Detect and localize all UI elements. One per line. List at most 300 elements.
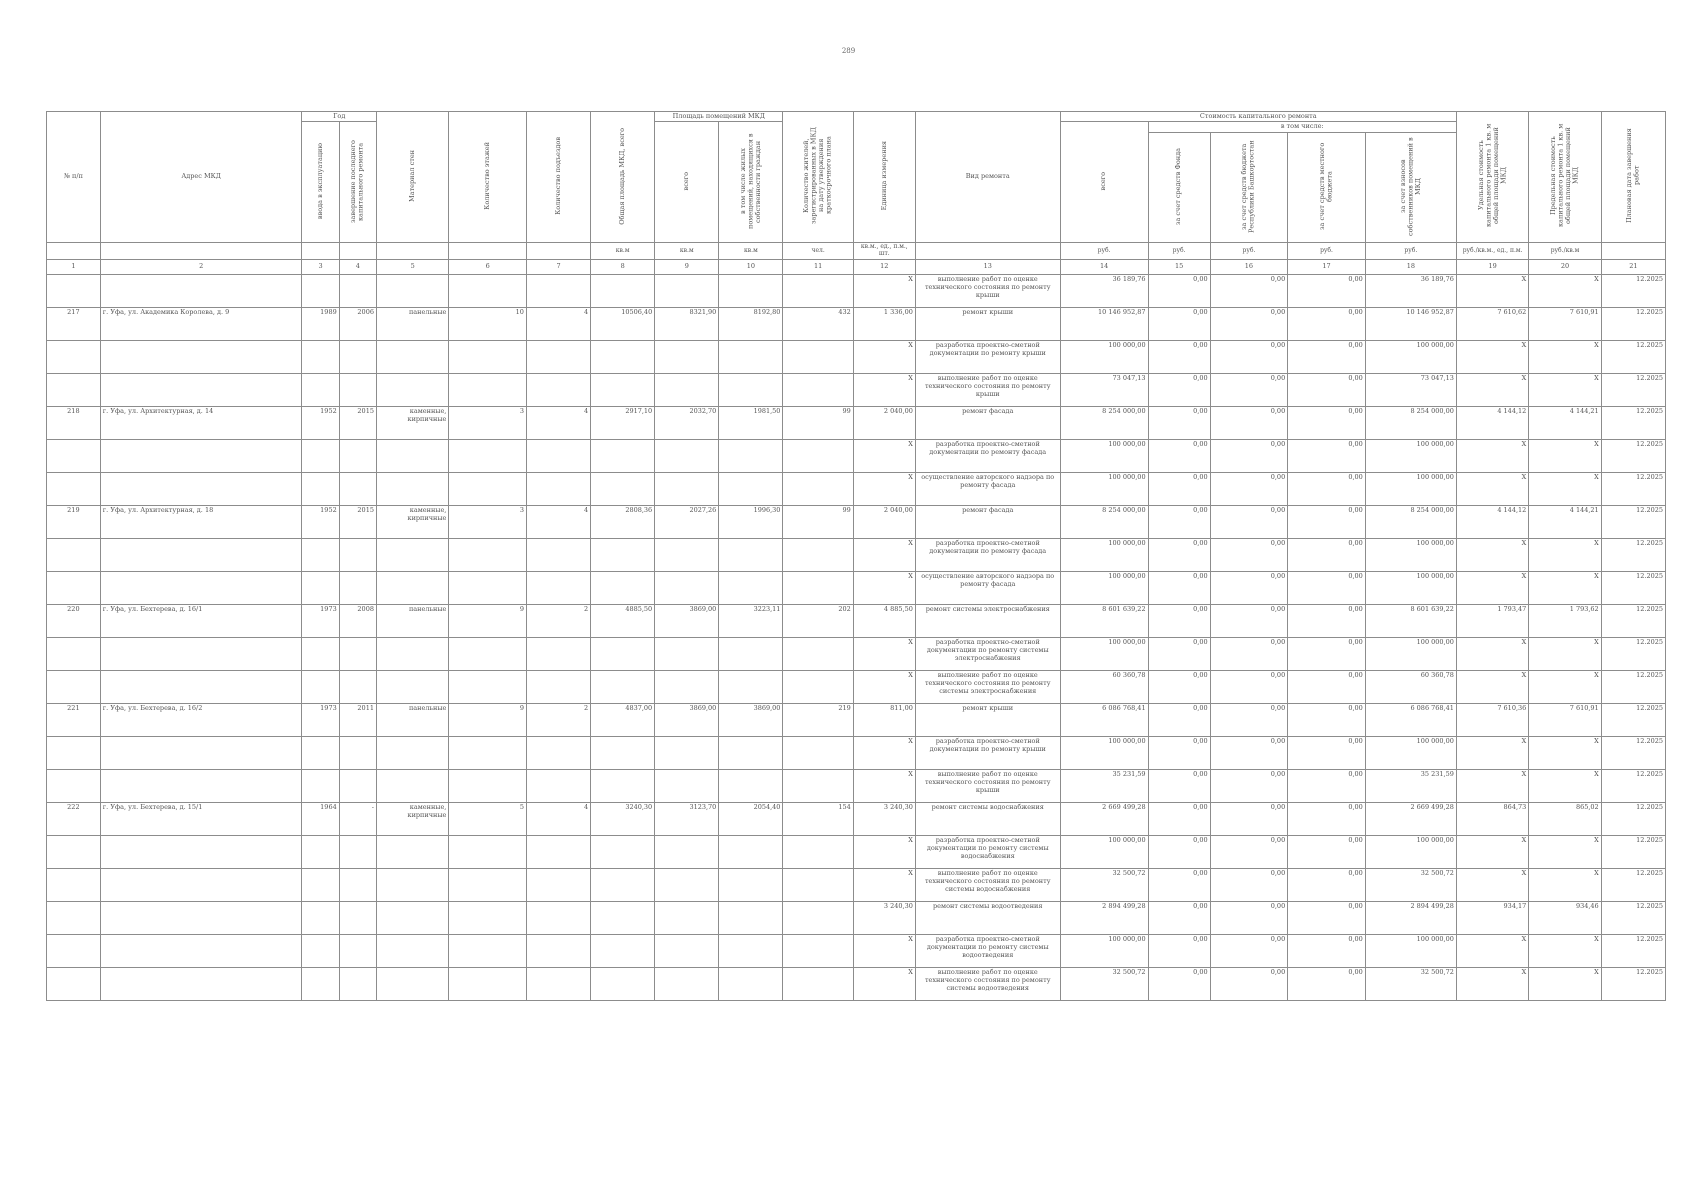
material-cell — [376, 869, 448, 902]
max-cost-cell: X — [1529, 869, 1601, 902]
column-number: 18 — [1365, 260, 1456, 275]
row-number: 221 — [47, 704, 101, 737]
table-row — [47, 902, 1666, 935]
unit-measure-cell: X — [853, 869, 915, 902]
address-cell — [100, 770, 302, 803]
column-number: 6 — [449, 260, 527, 275]
entrances-cell — [526, 770, 590, 803]
premises-total-cell: 2032,70 — [655, 407, 719, 440]
material-cell: каменные, кирпичные — [376, 407, 448, 440]
unit-measure-cell: 3 240,30 — [853, 902, 915, 935]
unit-cost-cell: X — [1456, 770, 1528, 803]
cost-owners-cell: 8 601 639,22 — [1365, 605, 1456, 638]
unit-measure-cell: X — [853, 968, 915, 1001]
unit-cost-cell: X — [1456, 935, 1528, 968]
material-cell: панельные — [376, 605, 448, 638]
premises-total-cell — [655, 374, 719, 407]
cost-republic-cell: 0,00 — [1210, 605, 1288, 638]
premises-total-cell — [655, 671, 719, 704]
premises-total-cell — [655, 341, 719, 374]
cost-total-cell: 73 047,13 — [1060, 374, 1148, 407]
column-number: 7 — [526, 260, 590, 275]
total-area-cell: 4837,00 — [591, 704, 655, 737]
cost-total-cell: 10 146 952,87 — [1060, 308, 1148, 341]
repair-type-cell: разработка проектно-сметной документации по ремонту системы водоснабжения — [915, 836, 1060, 869]
residents-cell: 219 — [783, 704, 853, 737]
row-number — [47, 539, 101, 572]
cost-owners-cell: 100 000,00 — [1365, 572, 1456, 605]
row-number — [47, 671, 101, 704]
unit-measure-cell: X — [853, 539, 915, 572]
repair-type-cell: разработка проектно-сметной документации по ремонту фасада — [915, 440, 1060, 473]
header-premises-group: Площадь помещений МКД — [655, 112, 783, 122]
cost-fund-cell: 0,00 — [1148, 704, 1210, 737]
year-repair-cell — [339, 770, 376, 803]
column-number: 12 — [853, 260, 915, 275]
material-cell — [376, 737, 448, 770]
units-row — [47, 243, 1666, 260]
material-cell — [376, 671, 448, 704]
repair-type-cell: разработка проектно-сметной документации по ремонту системы водоотведения — [915, 935, 1060, 968]
premises-residential-cell: 2054,40 — [719, 803, 783, 836]
header-year-commission: ввода в эксплуатацию — [302, 122, 339, 243]
material-cell — [376, 539, 448, 572]
column-number: 17 — [1288, 260, 1366, 275]
total-area-cell — [591, 440, 655, 473]
entrances-cell — [526, 440, 590, 473]
unit-cost-cell: 934,17 — [1456, 902, 1528, 935]
entrances-cell — [526, 836, 590, 869]
year-repair-cell — [339, 572, 376, 605]
cost-local-cell: 0,00 — [1288, 473, 1366, 506]
year-commission-cell — [302, 440, 339, 473]
unit-cost-cell: X — [1456, 968, 1528, 1001]
table-row — [47, 539, 1666, 572]
row-number: 220 — [47, 605, 101, 638]
year-commission-cell — [302, 275, 339, 308]
cost-total-cell: 35 231,59 — [1060, 770, 1148, 803]
year-commission-cell — [302, 374, 339, 407]
cost-republic-cell: 0,00 — [1210, 770, 1288, 803]
residents-cell — [783, 836, 853, 869]
cost-republic-cell: 0,00 — [1210, 374, 1288, 407]
premises-total-cell — [655, 770, 719, 803]
total-area-cell: 2808,36 — [591, 506, 655, 539]
residents-cell — [783, 968, 853, 1001]
cost-fund-cell: 0,00 — [1148, 836, 1210, 869]
premises-residential-cell — [719, 440, 783, 473]
entrances-cell: 4 — [526, 308, 590, 341]
total-area-cell — [591, 770, 655, 803]
premises-total-cell — [655, 935, 719, 968]
table-body — [47, 275, 1666, 1001]
floors-cell — [449, 473, 527, 506]
header-cost-fund: за счет средств Фонда — [1148, 132, 1210, 242]
cost-total-cell: 100 000,00 — [1060, 572, 1148, 605]
residents-cell — [783, 341, 853, 374]
row-number — [47, 737, 101, 770]
premises-total-cell — [655, 440, 719, 473]
unit-measure-cell: X — [853, 473, 915, 506]
cost-republic-cell: 0,00 — [1210, 341, 1288, 374]
repair-type-cell: ремонт системы водоотведения — [915, 902, 1060, 935]
year-commission-cell — [302, 572, 339, 605]
cost-owners-cell: 100 000,00 — [1365, 737, 1456, 770]
header-premises-residential: в том числе жилых помещений, находящихся в собственности граждан — [719, 122, 783, 243]
floors-cell — [449, 572, 527, 605]
year-repair-cell — [339, 539, 376, 572]
cost-local-cell: 0,00 — [1288, 737, 1366, 770]
year-commission-cell: 1989 — [302, 308, 339, 341]
plan-date-cell: 12.2025 — [1601, 869, 1665, 902]
column-number: 2 — [100, 260, 302, 275]
cost-owners-cell: 8 254 000,00 — [1365, 506, 1456, 539]
address-cell — [100, 935, 302, 968]
cost-republic-cell: 0,00 — [1210, 308, 1288, 341]
cost-owners-cell: 6 086 768,41 — [1365, 704, 1456, 737]
header-entrances: Количество подъездов — [526, 112, 590, 243]
header-cost-local: за счет средств местного бюджета — [1288, 132, 1366, 242]
cost-republic-cell: 0,00 — [1210, 572, 1288, 605]
table-row — [47, 572, 1666, 605]
year-commission-cell: 1973 — [302, 704, 339, 737]
premises-residential-cell: 1996,30 — [719, 506, 783, 539]
address-cell — [100, 440, 302, 473]
column-number: 16 — [1210, 260, 1288, 275]
unit-measure-cell: X — [853, 737, 915, 770]
plan-date-cell: 12.2025 — [1601, 473, 1665, 506]
material-cell — [376, 440, 448, 473]
header-unit-measure: Единица измерения — [853, 112, 915, 243]
premises-residential-cell — [719, 374, 783, 407]
plan-date-cell: 12.2025 — [1601, 275, 1665, 308]
unit-measure-cell: X — [853, 341, 915, 374]
floors-cell — [449, 374, 527, 407]
premises-residential-cell — [719, 869, 783, 902]
total-area-cell — [591, 671, 655, 704]
column-number: 10 — [719, 260, 783, 275]
cost-republic-cell: 0,00 — [1210, 935, 1288, 968]
premises-residential-cell — [719, 770, 783, 803]
column-number: 14 — [1060, 260, 1148, 275]
cost-total-cell: 8 601 639,22 — [1060, 605, 1148, 638]
plan-date-cell: 12.2025 — [1601, 935, 1665, 968]
plan-date-cell: 12.2025 — [1601, 803, 1665, 836]
material-cell — [376, 572, 448, 605]
premises-total-cell — [655, 869, 719, 902]
max-cost-cell: X — [1529, 473, 1601, 506]
cost-republic-cell: 0,00 — [1210, 803, 1288, 836]
header-address: Адрес МКД — [100, 112, 302, 243]
header-residents: Количество жителей, зарегистрированных в МКД на дату утверждения краткосрочного плана — [783, 112, 853, 243]
plan-date-cell: 12.2025 — [1601, 836, 1665, 869]
year-repair-cell: - — [339, 803, 376, 836]
address-cell — [100, 638, 302, 671]
residents-cell — [783, 440, 853, 473]
year-commission-cell: 1973 — [302, 605, 339, 638]
premises-total-cell — [655, 572, 719, 605]
repair-type-cell: выполнение работ по оценке технического состояния по ремонту крыши — [915, 374, 1060, 407]
year-commission-cell — [302, 473, 339, 506]
repair-type-cell: ремонт системы электроснабжения — [915, 605, 1060, 638]
total-area-cell — [591, 935, 655, 968]
total-area-cell — [591, 902, 655, 935]
unit-cell: руб./кв.м — [1529, 243, 1601, 260]
cost-fund-cell: 0,00 — [1148, 968, 1210, 1001]
entrances-cell — [526, 968, 590, 1001]
cost-local-cell: 0,00 — [1288, 407, 1366, 440]
year-commission-cell — [302, 737, 339, 770]
cost-local-cell: 0,00 — [1288, 539, 1366, 572]
material-cell — [376, 473, 448, 506]
premises-total-cell — [655, 737, 719, 770]
unit-measure-cell: 4 885,50 — [853, 605, 915, 638]
cost-fund-cell: 0,00 — [1148, 308, 1210, 341]
max-cost-cell: X — [1529, 836, 1601, 869]
residents-cell — [783, 473, 853, 506]
total-area-cell: 2917,10 — [591, 407, 655, 440]
cost-fund-cell: 0,00 — [1148, 902, 1210, 935]
max-cost-cell: X — [1529, 539, 1601, 572]
max-cost-cell: 7 610,91 — [1529, 308, 1601, 341]
unit-cost-cell: X — [1456, 440, 1528, 473]
total-area-cell: 3240,30 — [591, 803, 655, 836]
header-max-cost: Предельная стоимость капитального ремонта 1 кв. м общей площади помещений МКД — [1529, 112, 1601, 243]
entrances-cell: 4 — [526, 506, 590, 539]
cost-republic-cell: 0,00 — [1210, 275, 1288, 308]
plan-date-cell: 12.2025 — [1601, 539, 1665, 572]
cost-local-cell: 0,00 — [1288, 374, 1366, 407]
total-area-cell: 10506,40 — [591, 308, 655, 341]
entrances-cell: 2 — [526, 704, 590, 737]
premises-residential-cell — [719, 572, 783, 605]
cost-local-cell: 0,00 — [1288, 803, 1366, 836]
unit-cost-cell: X — [1456, 275, 1528, 308]
cost-local-cell: 0,00 — [1288, 935, 1366, 968]
floors-cell — [449, 869, 527, 902]
material-cell: панельные — [376, 308, 448, 341]
material-cell — [376, 836, 448, 869]
cost-owners-cell: 32 500,72 — [1365, 968, 1456, 1001]
cost-local-cell: 0,00 — [1288, 671, 1366, 704]
floors-cell — [449, 341, 527, 374]
floors-cell — [449, 968, 527, 1001]
address-cell — [100, 836, 302, 869]
plan-date-cell: 12.2025 — [1601, 968, 1665, 1001]
entrances-cell — [526, 539, 590, 572]
address-cell: г. Уфа, ул. Архитектурная, д. 18 — [100, 506, 302, 539]
year-commission-cell — [302, 935, 339, 968]
table-row — [47, 737, 1666, 770]
entrances-cell — [526, 869, 590, 902]
column-number: 15 — [1148, 260, 1210, 275]
year-commission-cell — [302, 671, 339, 704]
cost-local-cell: 0,00 — [1288, 902, 1366, 935]
row-number — [47, 473, 101, 506]
premises-residential-cell — [719, 737, 783, 770]
header-repair-type: Вид ремонта — [915, 112, 1060, 243]
table-row — [47, 473, 1666, 506]
floors-cell — [449, 770, 527, 803]
address-cell — [100, 275, 302, 308]
year-commission-cell — [302, 869, 339, 902]
cost-local-cell: 0,00 — [1288, 638, 1366, 671]
unit-measure-cell: 2 040,00 — [853, 506, 915, 539]
row-number: 222 — [47, 803, 101, 836]
repair-type-cell: разработка проектно-сметной документации по ремонту системы электроснабжения — [915, 638, 1060, 671]
total-area-cell — [591, 539, 655, 572]
material-cell — [376, 968, 448, 1001]
max-cost-cell: X — [1529, 968, 1601, 1001]
row-number — [47, 572, 101, 605]
cost-republic-cell: 0,00 — [1210, 704, 1288, 737]
cost-total-cell: 100 000,00 — [1060, 473, 1148, 506]
table-row — [47, 803, 1666, 836]
cost-fund-cell: 0,00 — [1148, 407, 1210, 440]
cost-fund-cell: 0,00 — [1148, 737, 1210, 770]
material-cell — [376, 275, 448, 308]
year-repair-cell — [339, 737, 376, 770]
repair-type-cell: выполнение работ по оценке технического состояния по ремонту крыши — [915, 275, 1060, 308]
table-row — [47, 341, 1666, 374]
entrances-cell: 4 — [526, 407, 590, 440]
cost-total-cell: 100 000,00 — [1060, 836, 1148, 869]
cost-republic-cell: 0,00 — [1210, 407, 1288, 440]
unit-measure-cell: X — [853, 770, 915, 803]
premises-total-cell — [655, 836, 719, 869]
column-number: 20 — [1529, 260, 1601, 275]
plan-date-cell: 12.2025 — [1601, 407, 1665, 440]
table-row — [47, 968, 1666, 1001]
table-row — [47, 308, 1666, 341]
cost-total-cell: 2 669 499,28 — [1060, 803, 1148, 836]
total-area-cell — [591, 869, 655, 902]
material-cell — [376, 341, 448, 374]
unit-cost-cell: X — [1456, 869, 1528, 902]
cost-fund-cell: 0,00 — [1148, 803, 1210, 836]
header-total-area: Общая площадь МКД, всего — [591, 112, 655, 243]
premises-total-cell: 3869,00 — [655, 605, 719, 638]
premises-residential-cell — [719, 836, 783, 869]
entrances-cell — [526, 341, 590, 374]
unit-cost-cell: 864,73 — [1456, 803, 1528, 836]
premises-residential-cell — [719, 935, 783, 968]
table-row — [47, 704, 1666, 737]
unit-cell: кв.м — [591, 243, 655, 260]
year-repair-cell: 2006 — [339, 308, 376, 341]
unit-measure-cell: X — [853, 374, 915, 407]
address-cell: г. Уфа, ул. Архитектурная, д. 14 — [100, 407, 302, 440]
cost-fund-cell: 0,00 — [1148, 935, 1210, 968]
cost-owners-cell: 100 000,00 — [1365, 539, 1456, 572]
year-repair-cell — [339, 275, 376, 308]
residents-cell — [783, 374, 853, 407]
unit-cell: руб. — [1288, 243, 1366, 260]
unit-cost-cell: X — [1456, 539, 1528, 572]
cost-republic-cell: 0,00 — [1210, 902, 1288, 935]
plan-date-cell: 12.2025 — [1601, 605, 1665, 638]
year-repair-cell — [339, 836, 376, 869]
floors-cell — [449, 902, 527, 935]
unit-cost-cell: 1 793,47 — [1456, 605, 1528, 638]
max-cost-cell: X — [1529, 770, 1601, 803]
unit-measure-cell: X — [853, 671, 915, 704]
plan-date-cell: 12.2025 — [1601, 440, 1665, 473]
unit-measure-cell: X — [853, 275, 915, 308]
address-cell — [100, 374, 302, 407]
total-area-cell — [591, 638, 655, 671]
table-row — [47, 275, 1666, 308]
premises-residential-cell: 1981,50 — [719, 407, 783, 440]
total-area-cell — [591, 341, 655, 374]
max-cost-cell: 934,46 — [1529, 902, 1601, 935]
cost-local-cell: 0,00 — [1288, 308, 1366, 341]
premises-residential-cell: 3223,11 — [719, 605, 783, 638]
row-number — [47, 341, 101, 374]
address-cell — [100, 902, 302, 935]
premises-total-cell: 2027,26 — [655, 506, 719, 539]
table-row — [47, 671, 1666, 704]
premises-residential-cell: 3869,00 — [719, 704, 783, 737]
cost-local-cell: 0,00 — [1288, 968, 1366, 1001]
floors-cell — [449, 275, 527, 308]
table-row — [47, 605, 1666, 638]
entrances-cell — [526, 638, 590, 671]
cost-republic-cell: 0,00 — [1210, 539, 1288, 572]
table-row — [47, 407, 1666, 440]
unit-cell: чел. — [783, 243, 853, 260]
unit-cell: руб. — [1060, 243, 1148, 260]
premises-residential-cell — [719, 968, 783, 1001]
repair-type-cell: ремонт крыши — [915, 308, 1060, 341]
year-repair-cell — [339, 638, 376, 671]
unit-cell: кв.м., ед., п.м., шт. — [853, 243, 915, 260]
cost-local-cell: 0,00 — [1288, 440, 1366, 473]
cost-fund-cell: 0,00 — [1148, 341, 1210, 374]
cost-local-cell: 0,00 — [1288, 704, 1366, 737]
unit-measure-cell: 1 336,00 — [853, 308, 915, 341]
unit-measure-cell: 2 040,00 — [853, 407, 915, 440]
year-repair-cell: 2015 — [339, 407, 376, 440]
unit-measure-cell: X — [853, 638, 915, 671]
cost-fund-cell: 0,00 — [1148, 638, 1210, 671]
plan-date-cell: 12.2025 — [1601, 341, 1665, 374]
unit-measure-cell: 3 240,30 — [853, 803, 915, 836]
year-repair-cell — [339, 341, 376, 374]
row-number — [47, 440, 101, 473]
floors-cell — [449, 836, 527, 869]
plan-date-cell: 12.2025 — [1601, 770, 1665, 803]
table-row — [47, 638, 1666, 671]
year-repair-cell: 2015 — [339, 506, 376, 539]
unit-measure-cell: 811,00 — [853, 704, 915, 737]
cost-local-cell: 0,00 — [1288, 275, 1366, 308]
premises-total-cell: 3123,70 — [655, 803, 719, 836]
repair-type-cell: осуществление авторского надзора по ремонту фасада — [915, 473, 1060, 506]
row-number — [47, 836, 101, 869]
max-cost-cell: X — [1529, 638, 1601, 671]
header-cost-total: всего — [1060, 122, 1148, 243]
capital-repair-table — [46, 111, 1666, 1001]
floors-cell — [449, 638, 527, 671]
premises-total-cell — [655, 902, 719, 935]
unit-cost-cell: X — [1456, 638, 1528, 671]
floors-cell: 5 — [449, 803, 527, 836]
year-commission-cell: 1952 — [302, 407, 339, 440]
unit-cell: кв.м — [719, 243, 783, 260]
header-cost-owners: за счет взносов собственников помещений в МКД — [1365, 132, 1456, 242]
address-cell — [100, 341, 302, 374]
